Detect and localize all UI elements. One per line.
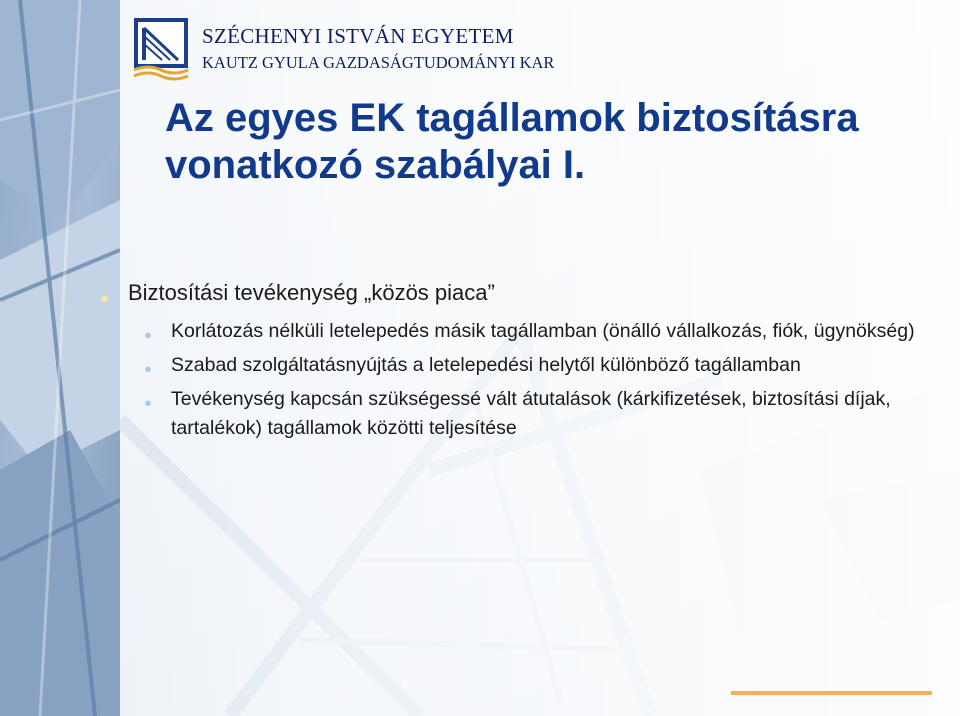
sub-bullet-item-establishment — [144, 317, 920, 346]
bullet-text: Biztosítási tevékenység „közös piaca” — [128, 280, 495, 305]
sub-bullet-item-transfers — [144, 385, 920, 443]
sub-bullet-text: Korlátozás nélküli letelepedés másik tagállamban (önálló vállalkozás, fiók, ügynökség) — [171, 320, 915, 342]
university-bridge-logo-icon — [132, 16, 190, 82]
sub-bullet-item-services — [144, 351, 920, 380]
bullet-dot-icon: ● — [144, 395, 152, 410]
faculty-name: KAUTZ GYULA GAZDASÁGTUDOMÁNYI KAR — [202, 53, 555, 72]
bullet-dot-icon: ● — [100, 290, 110, 307]
bullet-item-common-market — [100, 278, 920, 308]
sub-bullet-text: Szabad szolgáltatásnyújtás a letelepedési helytől különböző tagállamban — [171, 354, 801, 376]
bullet-dot-icon: ● — [144, 327, 152, 342]
institution-name: SZÉCHENYI ISTVÁN EGYETEM — [202, 24, 514, 48]
accent-line — [731, 691, 932, 695]
bullet-dot-icon: ● — [144, 361, 152, 376]
sub-bullet-text: Tevékenység kapcsán szükségessé vált átutalások (kárkifizetések, biztosítási díjak, tartalékok) tagállamok közötti teljesítése — [171, 388, 891, 439]
bullet-list — [100, 278, 920, 448]
slide-title: Az egyes EK tagállamok biztosításra vonatkozó szabályai I. — [165, 96, 859, 187]
